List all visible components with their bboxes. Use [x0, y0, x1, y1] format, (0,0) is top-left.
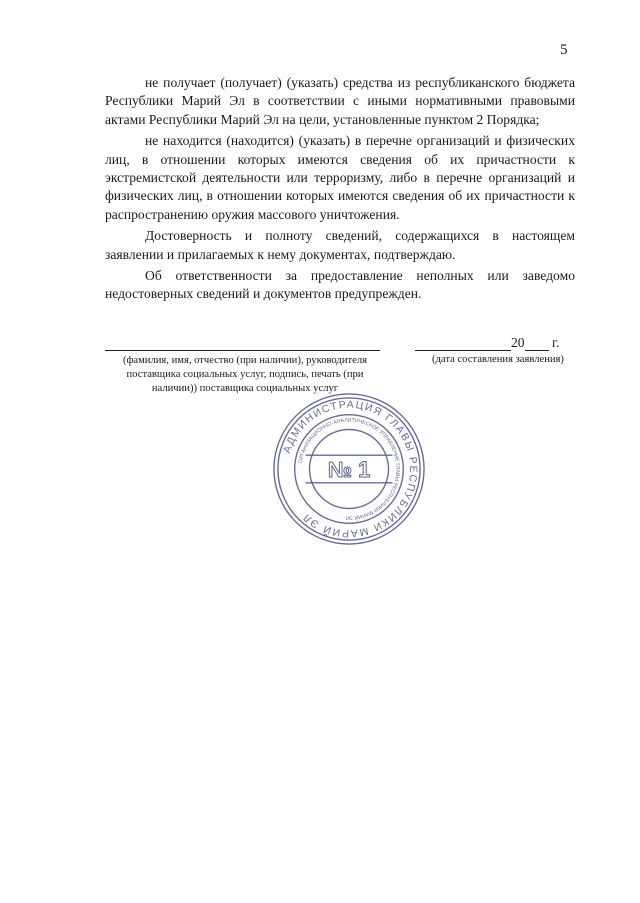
date-field [415, 335, 580, 351]
official-seal [270, 390, 428, 548]
date-year-prefix: 20 [511, 335, 525, 350]
date-year-suffix: г. [552, 335, 560, 350]
signature-line [105, 350, 380, 351]
paragraph-funding: не получает (получает) (указать) средства из республиканского бюджета Республики Марий Эл в соответствии с иными нормативными правовыми актами Республики Марий Эл на цели, установленные пунктом 2 Порядка; [105, 75, 575, 127]
paragraph-extremism-list: не находится (находится) (указать) в перечне организаций и физических лиц, в отношении которых имеются сведения об их причастности к экстремистской деятельности или терроризму, либо в перечне организаций и физических лиц, в отношении которых имеются сведения об их причастности к распространению оружия массового уничтожения. [105, 133, 575, 222]
seal-center-number: № 1 [327, 456, 371, 482]
seal-inner-text: ОРГАНИЗАЦИОННО-АНАЛИТИЧЕСКОЕ УПРАВЛЕНИЕ ГЛАВЫ РЕСПУБЛИКИ МАРИЙ ЭЛ [297, 417, 401, 521]
seal-outer-text: АДМИНИСТРАЦИЯ ГЛАВЫ РЕСПУБЛИКИ МАРИЙ ЭЛ [281, 399, 419, 539]
signature-caption: (фамилия, имя, отчество (при наличии), руководителя поставщика социальных услуг, подпись, печать (при наличии)) поставщика социальных услуг [123, 355, 367, 394]
document-body [105, 74, 575, 307]
paragraph-confirmation: Достоверность и полноту сведений, содержащихся в настоящем заявлении и прилагаемых к нему документах, подтверждаю. [105, 228, 575, 262]
date-caption: (дата составления заявления) [432, 354, 564, 365]
date-year-blank [525, 335, 549, 351]
seal-graphic [270, 390, 428, 548]
paragraph-responsibility: Об ответственности за предоставление неполных или заведомо недостоверных сведений и документов предупрежден. [105, 268, 575, 302]
date-day-month-blank [415, 335, 511, 351]
page-number: 5 [560, 42, 568, 58]
